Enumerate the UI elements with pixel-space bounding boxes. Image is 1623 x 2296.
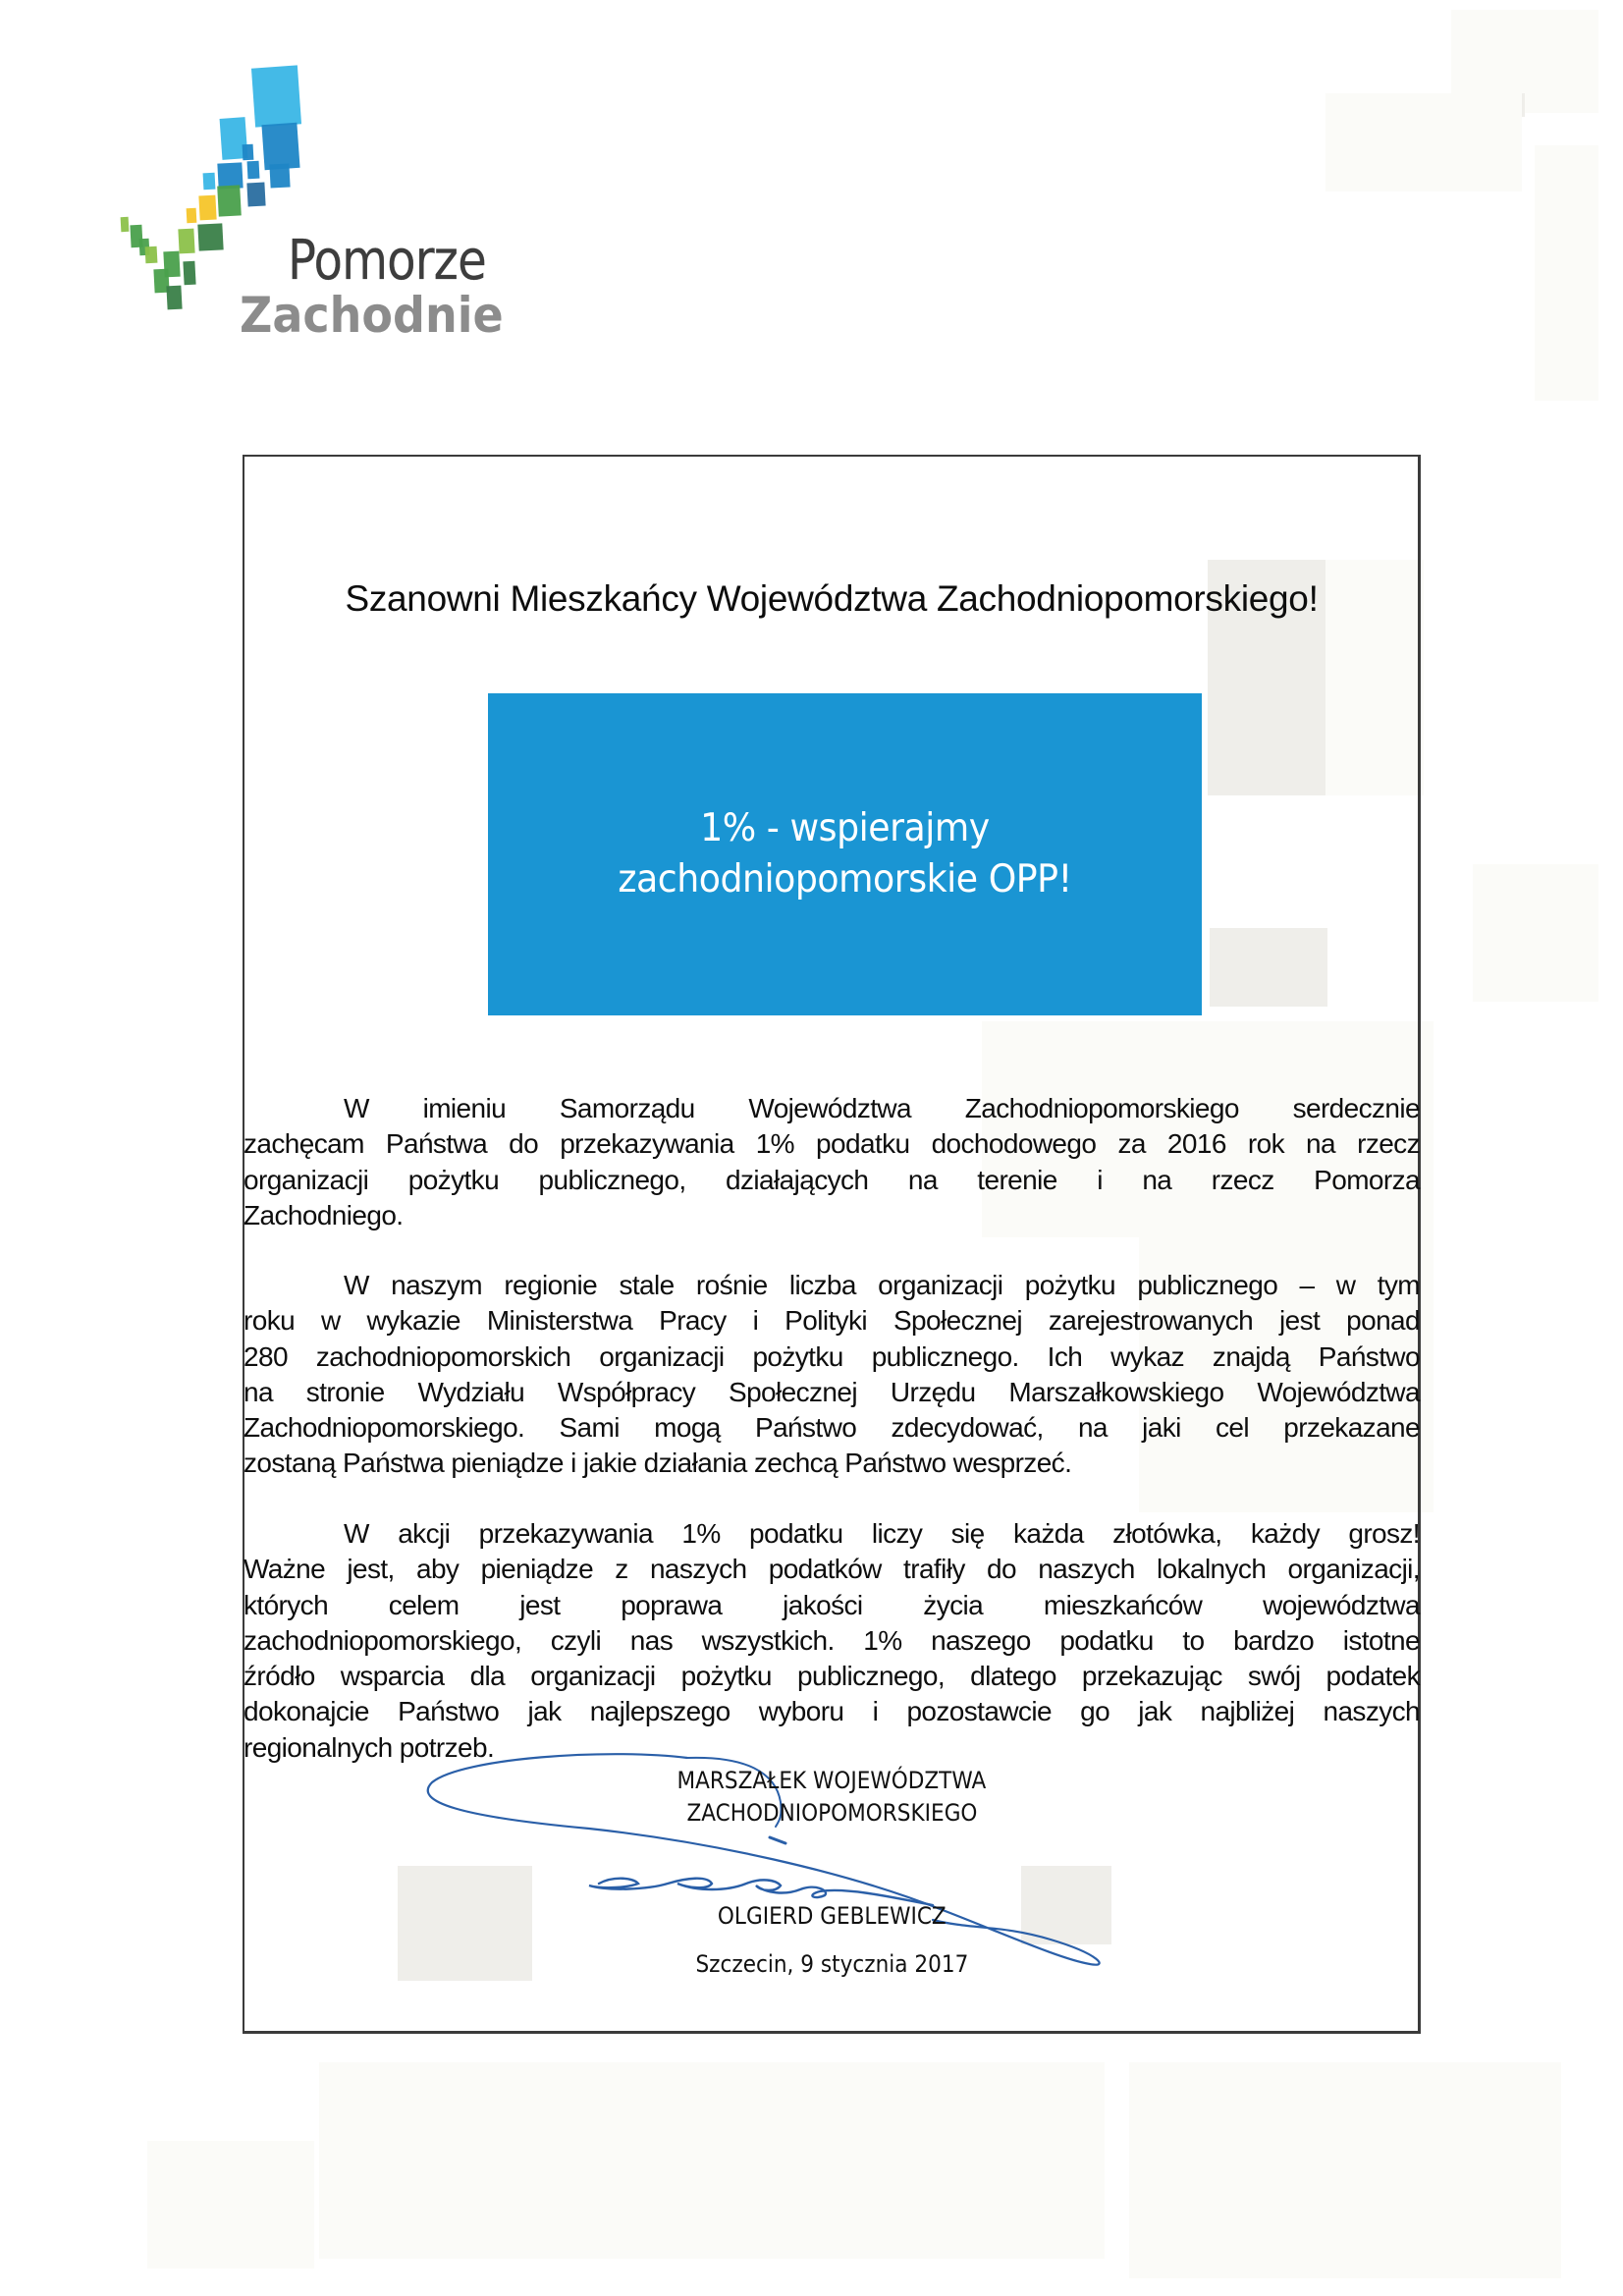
logo-square (251, 65, 301, 127)
paragraph-1 (243, 1091, 1420, 1269)
paragraph-line: źródło wsparcia dla organizacji pożytku publicznego, dlatego przekazując swój podatek (243, 1661, 1420, 1692)
signatory-name (243, 1901, 1420, 1931)
campaign-banner (488, 693, 1202, 1015)
place-and-date-text: Szczecin, 9 stycznia 2017 (695, 1950, 968, 1978)
paragraph-line: na stronie Wydziału Współpracy Społecznej Urzędu Marszałkowskiego Województwa (243, 1376, 1420, 1407)
signatory-title-1-text: MARSZAŁEK WOJEWÓDZTWA (676, 1767, 987, 1794)
paragraph-line: regionalnych potrzeb. (243, 1731, 495, 1763)
paragraph-line: W imieniu Samorządu Województwa Zachodniopomorskiego serdecznie (344, 1093, 1420, 1123)
paragraph-line: Zachodniego. (243, 1199, 404, 1230)
logo-text-pomorze: Pomorze (288, 229, 486, 293)
logo-square (166, 286, 182, 310)
banner-line-1: 1% - wspierajmy (700, 806, 990, 850)
paragraph-line: dokonajcie Państwo jak najlepszego wyboru i pozostawcie go jak najbliżej naszych (243, 1696, 1420, 1727)
paragraph-line: zostaną Państwa pieniądze i jakie działania zechcą Państwo wesprzeć. (243, 1448, 1072, 1479)
logo-square (145, 246, 158, 264)
signatory-title-line-1 (243, 1766, 1420, 1795)
logo-square (197, 223, 223, 250)
signatory-title-2-text: ZACHODNIOPOMORSKIEGO (686, 1799, 977, 1827)
place-and-date (243, 1949, 1420, 1979)
paragraph-line: roku w wykazie Ministerstwa Pracy i Polityki Społecznej zarejestrowanych jest ponad (243, 1305, 1420, 1337)
logo-checkmark-icon (0, 0, 334, 324)
banner-line-2: zachodniopomorskie OPP! (618, 857, 1072, 902)
paragraph-line: 280 zachodniopomorskich organizacji pożytku publicznego. Ich wykaz znajdą Państwo (243, 1340, 1420, 1372)
logo-square (243, 144, 254, 161)
letter-greeting: Szanowni Mieszkańcy Województwa Zachodniopomorskiego! (345, 578, 1319, 619)
paragraph-line: W naszym regionie stale rośnie liczba organizacji pożytku publicznego – w tym (344, 1270, 1420, 1300)
paragraph-line: W akcji przekazywania 1% podatku liczy się każda złotówka, każdy grosz! (344, 1518, 1420, 1549)
paragraph-line: których celem jest poprawa jakości życia mieszkańców województwa (243, 1589, 1420, 1620)
signatory-name-text: OLGIERD GEBLEWICZ (717, 1902, 947, 1930)
logo-square (178, 229, 194, 254)
paragraph-line: Ważne jest, aby pieniądze z naszych podatków trafiły do naszych lokalnych organizacji, (243, 1554, 1420, 1585)
background-square (1535, 145, 1598, 401)
paragraph-line: zachęcam Państwa do przekazywania 1% podatku dochodowego za 2016 rok na rzecz (243, 1128, 1420, 1160)
logo-square (183, 261, 195, 286)
paragraph-line: Zachodniopomorskiego. Sami mogą Państwo zdecydować, na jaki cel przekazane (243, 1412, 1420, 1444)
background-square (319, 2062, 1105, 2259)
signatory-title-line-2 (243, 1798, 1420, 1828)
logo-square (121, 217, 130, 232)
logo-square (246, 183, 265, 207)
logo-square (269, 163, 290, 188)
background-square (1129, 2062, 1561, 2278)
logo-square (187, 208, 197, 224)
paragraph-line: zachodniopomorskiego, czyli nas wszystkich. 1% naszego podatku to bardzo istotne (243, 1624, 1420, 1656)
pomorze-zachodnie-logo (0, 0, 550, 354)
logo-square (198, 195, 216, 221)
paragraph-line: organizacji pożytku publicznego, działających na terenie i na rzecz Pomorza (243, 1164, 1420, 1195)
paragraph (243, 1268, 1420, 1482)
logo-square (203, 173, 216, 191)
background-square (1473, 864, 1598, 1002)
paragraph-3 (243, 1516, 1420, 1801)
background-square (147, 2141, 314, 2269)
background-square (1325, 93, 1522, 191)
logo-square (217, 185, 242, 216)
logo-square (261, 123, 299, 170)
paragraph (243, 1091, 1420, 1233)
logo-text-zachodnie: Zachodnie (240, 287, 504, 344)
logo-square (247, 161, 260, 180)
paragraph-2 (243, 1268, 1420, 1517)
paragraph (243, 1516, 1420, 1766)
